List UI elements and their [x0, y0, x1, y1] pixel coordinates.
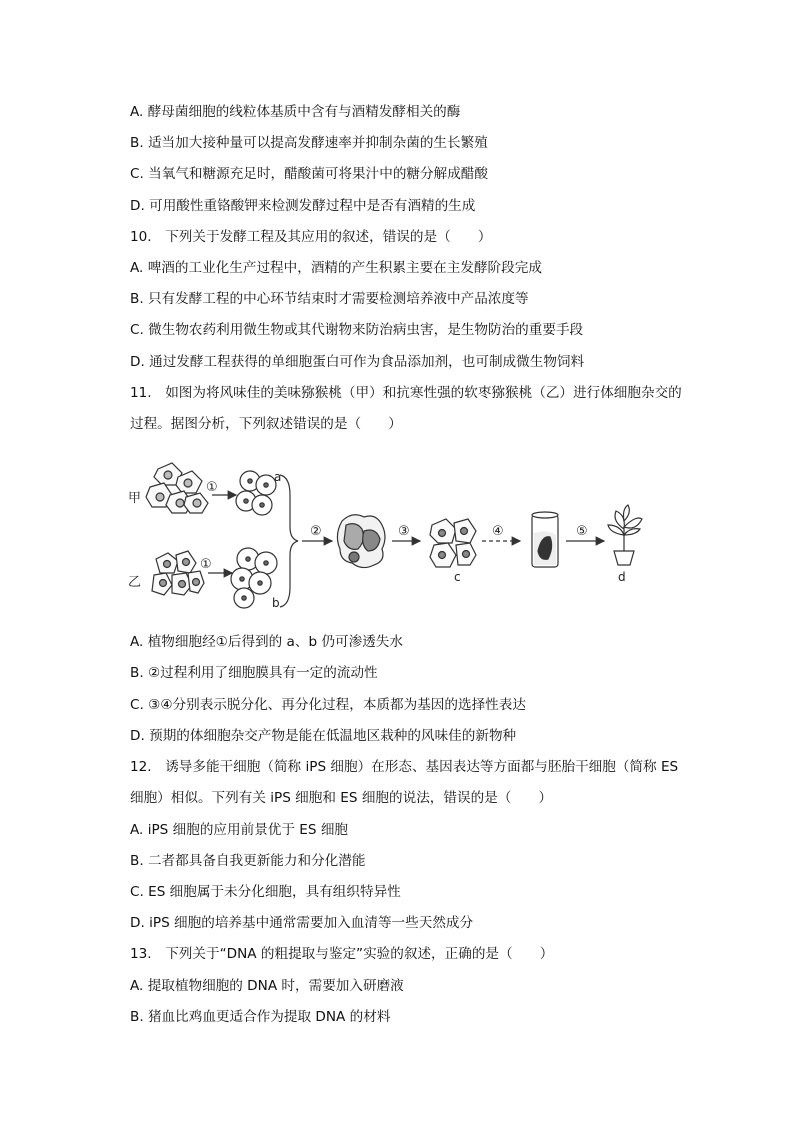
q11-option-d: D. 预期的体细胞杂交产物是能在低温地区栽种的风味佳的新物种 — [130, 728, 517, 744]
q9-option-c: C. 当氧气和糖源充足时，醋酸菌可将果汁中的糖分解成醋酸 — [130, 166, 488, 182]
q13-option-a: A. 提取植物细胞的 DNA 时，需要加入研磨液 — [130, 978, 404, 994]
cell-fusion-diagram — [120, 455, 660, 620]
potted-plant — [608, 505, 642, 565]
q12-option-b: B. 二者都具备自我更新能力和分化潜能 — [130, 853, 366, 869]
label-d: d — [618, 570, 626, 584]
q10-option-b: B. 只有发酵工程的中心环节结束时才需要检测培养液中产品浓度等 — [130, 291, 529, 307]
q9-option-a: A. 酵母菌细胞的线粒体基质中含有与酒精发酵相关的酶 — [130, 104, 461, 120]
culture-tube — [532, 512, 558, 567]
q12-option-d: D. iPS 细胞的培养基中通常需要加入血清等一些天然成分 — [130, 915, 474, 931]
label-c: c — [454, 570, 461, 584]
merge-brace — [280, 475, 298, 607]
step1-top-label: ① — [206, 480, 218, 495]
q11-option-b: B. ②过程利用了细胞膜具有一定的流动性 — [130, 665, 378, 681]
q12-option-c: C. ES 细胞属于未分化细胞，具有组织特异性 — [130, 884, 401, 900]
q11-option-c: C. ③④分别表示脱分化、再分化过程，本质都为基因的选择性表达 — [130, 697, 526, 713]
protoplast-a-cells — [236, 471, 276, 515]
label-yi: 乙 — [128, 575, 142, 590]
q12-stem-line2: 细胞）相似。下列有关 iPS 细胞和 ES 细胞的说法，错误的是（ ） — [130, 790, 553, 806]
q10-option-c: C. 微生物农药利用微生物或其代谢物来防治病虫害，是生物防治的重要手段 — [130, 322, 584, 338]
q11-option-a: A. 植物细胞经①后得到的 a、b 仍可渗透失水 — [130, 634, 403, 650]
protoplast-b-cells — [231, 548, 277, 608]
q12-stem-line1: 12. 诱导多能干细胞（简称 iPS 细胞）在形态、基因表达等方面都与胚胎干细胞（简称 ES — [130, 759, 679, 775]
fused-cells — [337, 515, 385, 568]
hybrid-cells-c — [430, 519, 476, 567]
q13-stem: 13. 下列关于“DNA 的粗提取与鉴定”实验的叙述，正确的是（ ） — [130, 946, 554, 962]
yi-tissue-cells — [152, 551, 204, 595]
step3-label: ③ — [398, 524, 410, 539]
q11-stem-line2: 过程。据图分析，下列叙述错误的是（ ） — [130, 416, 402, 432]
label-jia: 甲 — [128, 491, 142, 506]
q10-stem: 10. 下列关于发酵工程及其应用的叙述，错误的是（ ） — [130, 229, 492, 245]
label-b: b — [272, 596, 280, 610]
q11-stem-line1: 11. 如图为将风味佳的美味猕猴桃（甲）和抗寒性强的软枣猕猴桃（乙）进行体细胞杂交的 — [130, 385, 682, 401]
q9-option-d: D. 可用酸性重铬酸钾来检测发酵过程中是否有酒精的生成 — [130, 198, 476, 214]
q10-option-d: D. 通过发酵工程获得的单细胞蛋白可作为食品添加剂，也可制成微生物饲料 — [130, 354, 585, 370]
q13-option-b: B. 猪血比鸡血更适合作为提取 DNA 的材料 — [130, 1009, 391, 1025]
q12-option-a: A. iPS 细胞的应用前景优于 ES 细胞 — [130, 822, 349, 838]
jia-tissue-cells — [146, 463, 208, 513]
step2-label: ② — [310, 524, 322, 539]
step1-bottom-label: ① — [200, 557, 212, 572]
q10-option-a: A. 啤酒的工业化生产过程中，酒精的产生积累主要在主发酵阶段完成 — [130, 260, 542, 276]
step4-label: ④ — [492, 524, 504, 539]
step5-label: ⑤ — [576, 524, 588, 539]
q9-option-b: B. 适当加大接种量可以提高发酵速率并抑制杂菌的生长繁殖 — [130, 135, 488, 151]
label-a: a — [274, 470, 282, 484]
